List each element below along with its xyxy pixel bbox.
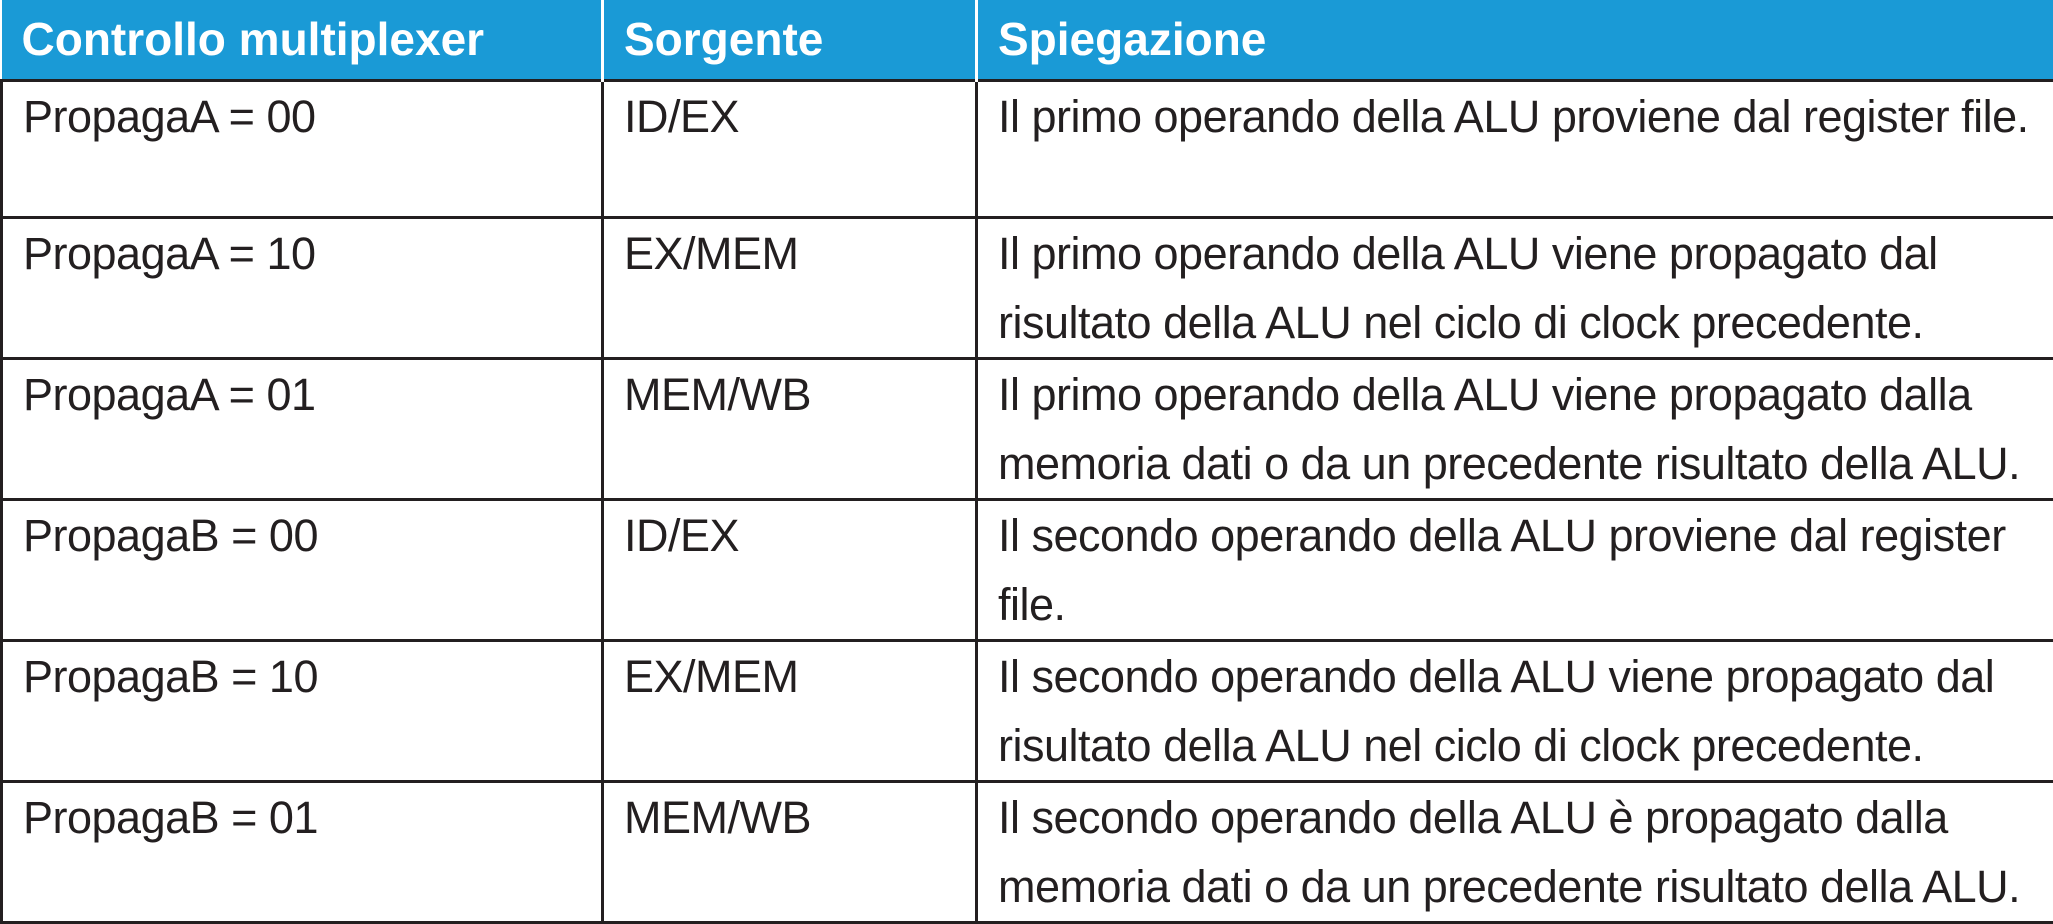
cell-source: ID/EX [603,80,977,217]
cell-explanation: Il secondo operando della ALU proviene dal register file. [977,499,2053,640]
header-source: Sorgente [603,0,977,80]
cell-explanation: Il primo operando della ALU proviene dal register file. [977,80,2053,217]
cell-explanation: Il secondo operando della ALU viene propagato dal risultato della ALU nel ciclo di clock precedente. [977,640,2053,781]
table-row [2,499,2053,640]
cell-explanation: Il secondo operando della ALU è propagato dalla memoria dati o da un precedente risultato della ALU. [977,781,2053,922]
cell-source: MEM/WB [603,781,977,922]
cell-source: EX/MEM [603,640,977,781]
table-row [2,358,2053,499]
cell-source: ID/EX [603,499,977,640]
cell-control: PropagaB = 00 [2,499,603,640]
table-row [2,80,2053,217]
cell-control: PropagaA = 10 [2,217,603,358]
cell-source: MEM/WB [603,358,977,499]
table-row [2,640,2053,781]
table-row [2,217,2053,358]
table-row [2,781,2053,922]
header-control: Controllo multiplexer [2,0,603,80]
cell-explanation: Il primo operando della ALU viene propagato dal risultato della ALU nel ciclo di clock precedente. [977,217,2053,358]
table-header-row [2,0,2053,80]
cell-control: PropagaB = 01 [2,781,603,922]
cell-control: PropagaB = 10 [2,640,603,781]
cell-explanation: Il primo operando della ALU viene propagato dalla memoria dati o da un precedente risultato della ALU. [977,358,2053,499]
cell-control: PropagaA = 00 [2,80,603,217]
cell-control: PropagaA = 01 [2,358,603,499]
header-explanation: Spiegazione [977,0,2053,80]
cell-source: EX/MEM [603,217,977,358]
